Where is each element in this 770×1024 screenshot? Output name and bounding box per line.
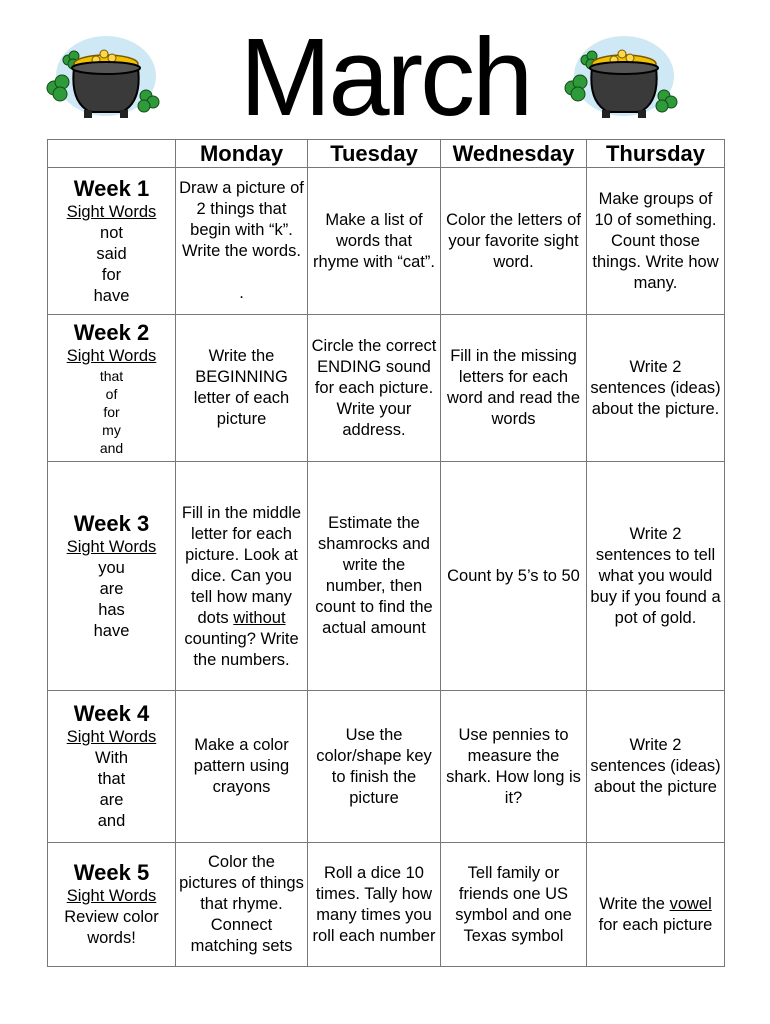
- week-cell: [48, 462, 176, 691]
- week-cell: [48, 168, 176, 315]
- sight-word: that: [99, 367, 124, 384]
- activity-cell: Write 2 sentences to tell what you would buy if you found a pot of gold.: [587, 462, 725, 691]
- sight-word: and: [99, 439, 124, 456]
- week-row-5: [48, 843, 725, 967]
- sight-word: are: [99, 579, 124, 598]
- activity-cell: Make a list of words that rhyme with “cat”.: [308, 168, 441, 315]
- sight-word: my: [102, 421, 121, 438]
- activity-cell: Draw a picture of 2 things that begin with “k”. Write the words. .: [176, 168, 308, 315]
- sight-word: have: [93, 286, 130, 305]
- underlined-word: vowel: [669, 895, 712, 913]
- pot-of-gold-icon: [558, 30, 688, 122]
- activity-text: Fill in the middle letter for each picture. Look at dice.: [181, 503, 302, 585]
- activity-cell: Estimate the shamrocks and write the number, then count to find the actual amount: [308, 462, 441, 691]
- sight-words-label: Sight Words: [66, 202, 157, 221]
- week-title: Week 4: [73, 701, 150, 726]
- sight-word: are: [99, 791, 124, 809]
- sight-word: for: [103, 403, 120, 420]
- activity-cell: [176, 462, 308, 691]
- week-row-4: [48, 691, 725, 843]
- week-title: Week 5: [73, 860, 150, 885]
- sight-word: for: [101, 265, 122, 284]
- activity-cell: Make groups of 10 of something. Count those things. Write how many.: [587, 168, 725, 315]
- sight-word: not: [100, 223, 123, 242]
- sight-word: Review color words!: [64, 908, 159, 947]
- activity-cell: Write 2 sentences (ideas) about the picture: [587, 691, 725, 843]
- activity-cell: Roll a dice 10 times. Tally how many times you roll each number: [308, 843, 441, 967]
- activity-cell: Use the color/shape key to finish the picture: [308, 691, 441, 843]
- activity-cell: Color the letters of your favorite sight word.: [441, 168, 587, 315]
- activity-text: Can you tell how many dots: [191, 566, 292, 627]
- day-header-monday: Monday: [176, 140, 308, 168]
- activity-cell: Use pennies to measure the shark. How long is it?: [441, 691, 587, 843]
- week-cell: [48, 691, 176, 843]
- week-row-3: [48, 462, 725, 691]
- sight-word: you: [98, 558, 125, 577]
- activity-cell: Count by 5’s to 50: [441, 462, 587, 691]
- week-cell: [48, 843, 176, 967]
- sight-word: have: [93, 621, 130, 640]
- activity-text: counting? Write the numbers.: [184, 629, 299, 669]
- header-corner: [48, 140, 176, 168]
- week-title: Week 1: [73, 175, 150, 201]
- activity-cell: Write the BEGINNING letter of each picture: [176, 315, 308, 462]
- calendar-table: [47, 139, 725, 967]
- sight-words-label: Sight Words: [66, 728, 157, 746]
- page-title: March: [239, 16, 531, 139]
- pot-of-gold-icon: [40, 30, 170, 122]
- week-title: Week 3: [73, 510, 150, 536]
- day-header-thursday: Thursday: [587, 140, 725, 168]
- activity-cell: Fill in the missing letters for each word and read the words: [441, 315, 587, 462]
- day-header-wednesday: Wednesday: [441, 140, 587, 168]
- day-header-tuesday: Tuesday: [308, 140, 441, 168]
- activity-cell: Write 2 sentences (ideas) about the picture.: [587, 315, 725, 462]
- sight-word: and: [97, 812, 126, 830]
- sight-words-label: Sight Words: [66, 887, 157, 905]
- underlined-word: without: [233, 608, 286, 627]
- week-row-2: [48, 315, 725, 462]
- week-row-1: [48, 168, 725, 315]
- activity-text: for each picture: [598, 916, 713, 934]
- activity-cell: Circle the correct ENDING sound for each picture. Write your address.: [308, 315, 441, 462]
- header-row: [48, 140, 725, 168]
- activity-cell: Make a color pattern using crayons: [176, 691, 308, 843]
- week-cell: [48, 315, 176, 462]
- activity-text: Write the: [599, 895, 670, 913]
- week-title: Week 2: [73, 319, 150, 345]
- sight-word: With: [95, 749, 128, 767]
- activity-cell: Tell family or friends one US symbol and one Texas symbol: [441, 843, 587, 967]
- activity-cell: [587, 843, 725, 967]
- sight-words-label: Sight Words: [66, 537, 157, 556]
- sight-word: has: [98, 600, 125, 619]
- sight-word: of: [105, 385, 118, 402]
- sight-words-label: Sight Words: [66, 346, 157, 365]
- sight-word: that: [97, 770, 126, 788]
- sight-word: said: [96, 244, 127, 263]
- activity-cell: Color the pictures of things that rhyme. Connect matching sets: [176, 843, 308, 967]
